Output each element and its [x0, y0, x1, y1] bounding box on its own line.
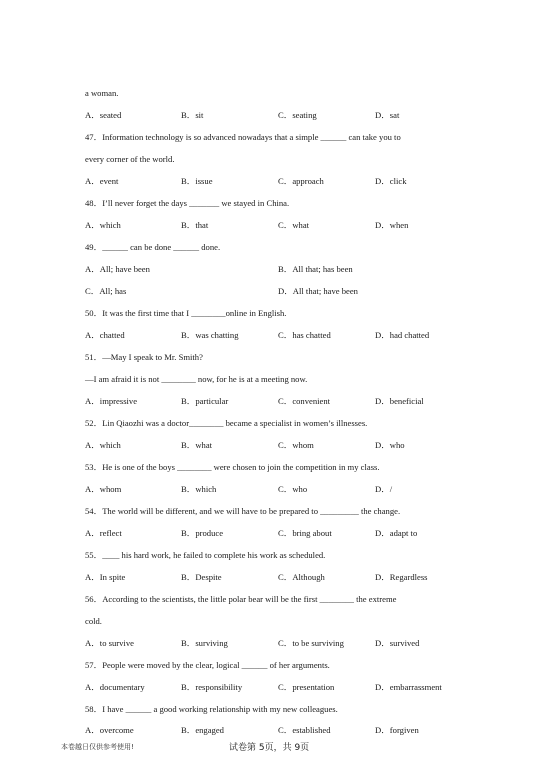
option-a: A．event: [85, 175, 119, 186]
option-b: B．which: [181, 483, 217, 494]
question-text-line: 48．I’ll never forget the days _______ we stayed in China.: [85, 197, 290, 208]
option-d: D．forgiven: [375, 725, 419, 736]
option-d: D．survived: [375, 637, 420, 648]
question-text-line: every corner of the world.: [85, 154, 175, 164]
option-a: A．impressive: [85, 395, 138, 406]
option-a: A．which: [85, 219, 121, 230]
option-b: B．particular: [181, 395, 229, 406]
question-text-line: 50．It was the first time that I ________online in English.: [85, 307, 287, 318]
page-number: 试卷第 5页，共 9页: [229, 743, 310, 753]
option-c: C．to be surviving: [278, 637, 344, 648]
question-text-line: 56．According to the scientists, the little polar bear will be the first ________ the extreme: [85, 593, 397, 604]
question-text-line: 53．He is one of the boys ________ were chosen to join the competition in my class.: [85, 461, 380, 472]
option-c: C．seating: [278, 110, 317, 120]
option-d: D．had chatted: [375, 329, 430, 340]
option-c: C．who: [278, 483, 308, 494]
option-c: C．presentation: [278, 681, 335, 692]
option-a: A．which: [85, 439, 121, 450]
option-b: B．surviving: [181, 637, 228, 648]
footer-note: 本卷越日仅供参考使用!: [61, 743, 134, 751]
option-c: C．bring about: [278, 527, 332, 538]
question-text-line: 57．People were moved by the clear, logical ______ of her arguments.: [85, 659, 330, 670]
option-left: C．All; has: [85, 285, 127, 296]
option-left: A．All; have been: [85, 263, 150, 274]
option-d: D．Regardless: [375, 571, 428, 582]
question-text-line: 47．Information technology is so advanced nowadays that a simple ______ can take you to: [85, 132, 401, 142]
option-b: B．what: [181, 439, 213, 450]
question-text-line: 54．The world will be different, and we will have to be prepared to _________ the change.: [85, 505, 401, 516]
option-a: A．documentary: [85, 681, 145, 692]
option-c: C．approach: [278, 175, 324, 186]
question-text-line: 49．______ can be done ______ done.: [85, 241, 221, 252]
option-c: C．whom: [278, 439, 314, 450]
option-d: D．beneficial: [375, 395, 424, 406]
option-right: D．All that; have been: [278, 285, 358, 296]
question-text-line: 51．—May I speak to Mr. Smith?: [85, 351, 203, 362]
option-d: D．adapt to: [375, 527, 418, 538]
option-b: B．issue: [181, 175, 213, 186]
option-a: A．reflect: [85, 527, 122, 538]
option-b: B．was chatting: [181, 329, 239, 340]
option-c: C．convenient: [278, 395, 331, 406]
option-c: C．Although: [278, 571, 325, 582]
question-text-line: 52．Lin Qiaozhi was a doctor________ became a specialist in women’s illnesses.: [85, 417, 368, 428]
option-a: A．to survive: [85, 637, 134, 648]
option-b: B．that: [181, 219, 209, 230]
option-c: C．has chatted: [278, 329, 331, 340]
option-c: C．what: [278, 219, 310, 230]
option-b: B．Despite: [181, 571, 222, 582]
option-a: A．overcome: [85, 725, 134, 736]
option-a: A．whom: [85, 483, 122, 494]
option-d: D．sat: [375, 110, 400, 120]
question-text-line: —I am afraid it is not ________ now, for he is at a meeting now.: [85, 373, 308, 384]
option-d: D．embarrassment: [375, 681, 442, 692]
option-a: A．chatted: [85, 329, 125, 340]
option-b: B．produce: [181, 527, 224, 538]
option-c: C．established: [278, 725, 331, 736]
option-right: B．All that; has been: [278, 263, 353, 274]
option-a: A．In spite: [85, 571, 126, 582]
option-a: A．seated: [85, 110, 122, 120]
option-d: D．click: [375, 175, 407, 186]
option-d: D．/: [375, 483, 393, 494]
question-text-line: a woman.: [85, 88, 119, 98]
option-b: B．engaged: [181, 725, 224, 736]
option-d: D．when: [375, 219, 409, 230]
question-text-line: cold.: [85, 615, 102, 626]
option-d: D．who: [375, 439, 405, 450]
question-text-line: 58．I have ______ a good working relationship with my new colleagues.: [85, 703, 338, 714]
option-b: B．responsibility: [181, 681, 243, 692]
question-text-line: 55．____ his hard work, he failed to complete his work as scheduled.: [85, 549, 326, 560]
option-b: B．sit: [181, 110, 204, 120]
